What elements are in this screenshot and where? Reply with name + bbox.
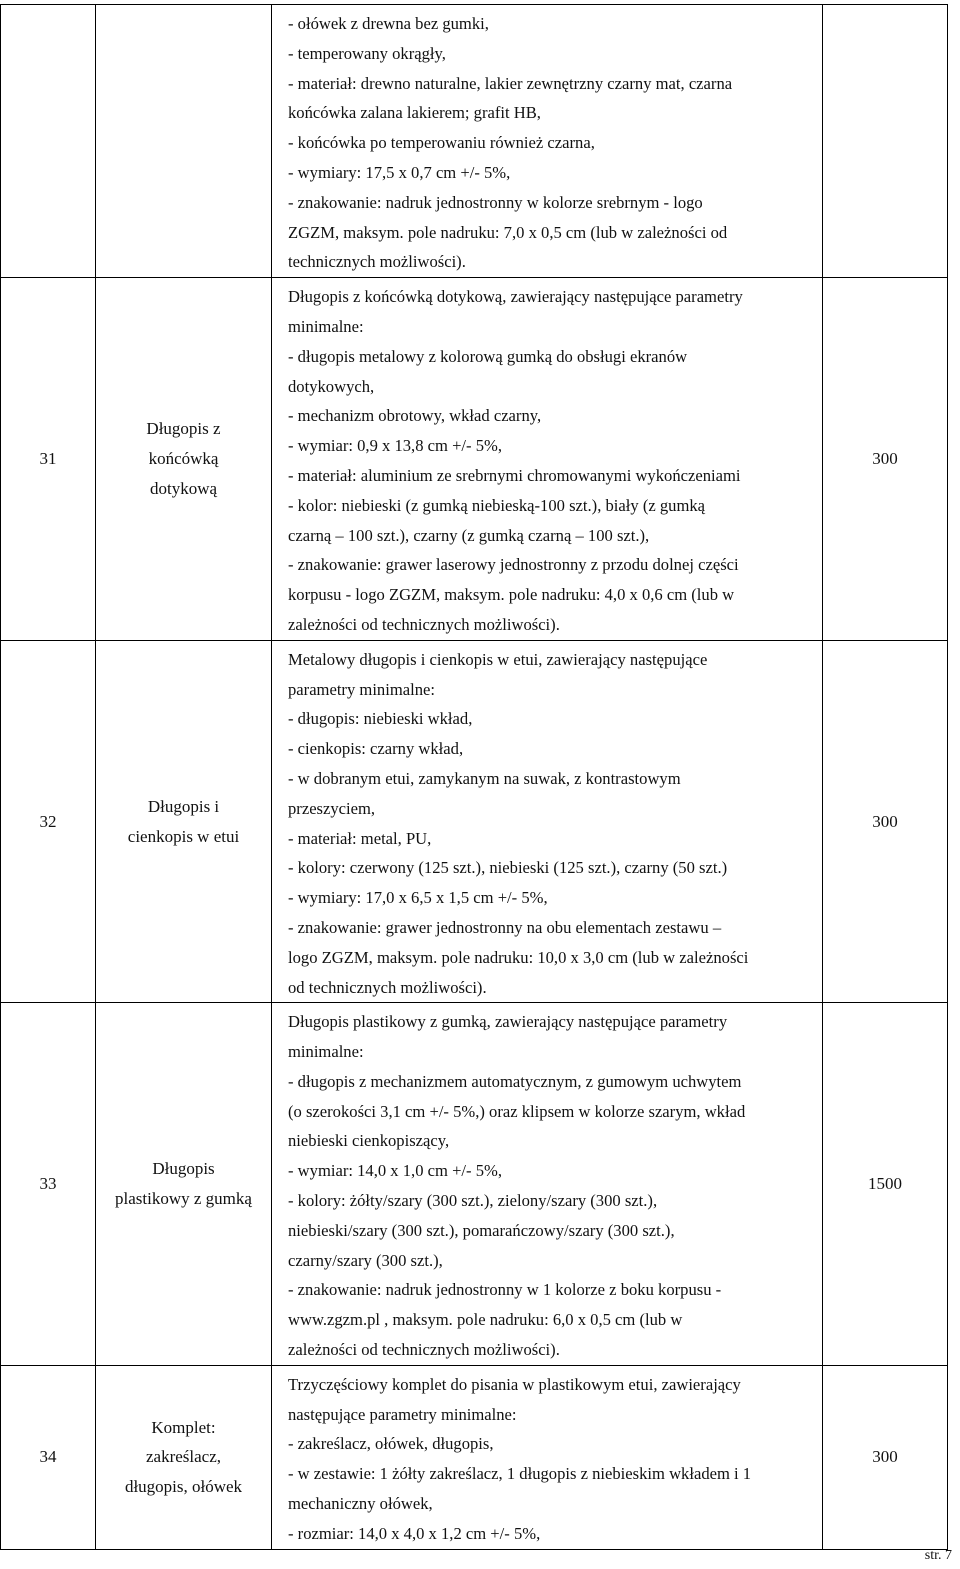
description-line: zależności od technicznych możliwości). — [288, 614, 560, 634]
item-name-line: cienkopis w etui — [127, 826, 240, 846]
item-number-cell — [1, 5, 96, 278]
quantity-cell: 300 — [823, 278, 948, 641]
description-line: - mechanizm obrotowy, wkład czarny, — [288, 406, 542, 426]
item-name-line: Długopis — [152, 1159, 215, 1179]
description-line: - długopis z mechanizmem automatycznym, z gumowym uchwytem — [288, 1071, 742, 1091]
description-line: technicznych możliwości). — [288, 252, 466, 272]
description-line: - wymiar: 0,9 x 13,8 cm +/- 5%, — [288, 436, 502, 456]
description-line: dotykowych, — [288, 376, 375, 396]
description-line: - w dobranym etui, zamykanym na suwak, z kontrastowym — [288, 768, 681, 788]
description-line: minimalne: — [288, 316, 364, 336]
description-line: Długopis plastikowy z gumką, zawierający następujące parametry — [288, 1012, 728, 1032]
description-line: - kolor: niebieski (z gumką niebieską-100 szt.), biały (z gumką — [288, 495, 706, 515]
description-line: od technicznych możliwości). — [288, 977, 487, 997]
description-line: Metalowy długopis i cienkopis w etui, zawierający następujące — [288, 649, 708, 669]
item-name-line: Długopis i — [147, 796, 220, 816]
description-line: zależności od technicznych możliwości). — [288, 1340, 560, 1360]
description-line: - materiał: metal, PU, — [288, 828, 432, 848]
item-name-line: dotykową — [149, 478, 218, 498]
item-name-line: Długopis z — [146, 419, 221, 439]
item-description-cell — [272, 1365, 823, 1549]
quantity-cell: 300 — [823, 1365, 948, 1549]
description-line: niebieski/szary (300 szt.), pomarańczowy/szary (300 szt.), — [288, 1220, 675, 1240]
description-line: - ołówek z drewna bez gumki, — [288, 14, 489, 33]
description-line: - wymiar: 14,0 x 1,0 cm +/- 5%, — [288, 1161, 502, 1181]
item-number-cell: 31 — [1, 278, 96, 641]
item-description — [272, 1003, 822, 1365]
item-description-cell — [272, 5, 823, 278]
page-number: str. 7 — [924, 1548, 952, 1563]
quantity-cell: 300 — [823, 640, 948, 1003]
item-description-cell — [272, 1003, 823, 1366]
item-name-cell — [96, 640, 272, 1003]
item-description-cell — [272, 640, 823, 1003]
quantity-cell — [823, 5, 948, 278]
specification-table-body — [1, 5, 948, 1550]
item-description — [272, 278, 822, 640]
item-name-cell — [96, 1365, 272, 1549]
description-line: www.zgzm.pl , maksym. pole nadruku: 6,0 x 0,5 cm (lub w — [288, 1310, 683, 1330]
description-line: czarny/szary (300 szt.), — [288, 1250, 443, 1270]
description-line: - znakowanie: nadruk jednostronny w kolorze srebrnym - logo — [288, 192, 703, 212]
quantity-cell: 1500 — [823, 1003, 948, 1366]
description-line: - zakreślacz, ołówek, długopis, — [288, 1434, 494, 1454]
item-description — [272, 641, 822, 1003]
description-line: niebieski cienkopiszący, — [288, 1131, 450, 1151]
table-row — [1, 1365, 948, 1549]
description-line: mechaniczny ołówek, — [288, 1494, 433, 1514]
description-line: - długopis metalowy z kolorową gumką do obsługi ekranów — [288, 346, 688, 366]
item-name-line: zakreślacz, — [145, 1447, 222, 1467]
table-row — [1, 278, 948, 641]
item-description — [272, 5, 822, 277]
table-row — [1, 1003, 948, 1366]
description-line: - kolory: żółty/szary (300 szt.), zielony/szary (300 szt.), — [288, 1191, 658, 1211]
item-name-cell — [96, 1003, 272, 1366]
description-line: końcówka zalana lakierem; grafit HB, — [288, 103, 541, 123]
description-line: - końcówka po temperowaniu również czarna, — [288, 133, 595, 153]
description-line: - długopis: niebieski wkład, — [288, 709, 473, 729]
description-line: - znakowanie: grawer laserowy jednostronny z przodu dolnej części — [288, 555, 739, 575]
description-line: - w zestawie: 1 żółty zakreślacz, 1 długopis z niebieskim wkładem i 1 — [288, 1464, 752, 1484]
description-line: przeszyciem, — [288, 798, 376, 818]
table-row — [1, 5, 948, 278]
item-description-cell — [272, 278, 823, 641]
description-line: - temperowany okrągły, — [288, 43, 446, 63]
description-line: - wymiary: 17,5 x 0,7 cm +/- 5%, — [288, 162, 511, 182]
description-line: - materiał: drewno naturalne, lakier zewnętrzny czarny mat, czarna — [288, 73, 733, 93]
item-name-line: długopis, ołówek — [124, 1477, 243, 1497]
item-description — [272, 1366, 822, 1549]
description-line: logo ZGZM, maksym. pole nadruku: 10,0 x 3,0 cm (lub w zależności — [288, 947, 749, 967]
description-line: Trzyczęściowy komplet do pisania w plastikowym etui, zawierający — [288, 1374, 741, 1394]
table-row — [1, 640, 948, 1003]
description-line: - znakowanie: nadruk jednostronny w 1 kolorze z boku korpusu - — [288, 1280, 722, 1300]
description-line: (o szerokości 3,1 cm +/- 5%,) oraz klipsem w kolorze szarym, wkład — [288, 1101, 746, 1121]
description-line: ZGZM, maksym. pole nadruku: 7,0 x 0,5 cm (lub w zależności od — [288, 222, 728, 242]
item-name-line: Komplet: — [151, 1417, 216, 1437]
item-number-cell: 33 — [1, 1003, 96, 1366]
item-name-line: plastikowy z gumką — [115, 1189, 252, 1209]
description-line: korpusu - logo ZGZM, maksym. pole nadruku: 4,0 x 0,6 cm (lub w — [288, 585, 735, 605]
description-line: - rozmiar: 14,0 x 4,0 x 1,2 cm +/- 5%, — [288, 1523, 541, 1543]
item-name-cell — [96, 5, 272, 278]
description-line: czarną – 100 szt.), czarny (z gumką czarną – 100 szt.), — [288, 525, 650, 545]
description-line: - materiał: aluminium ze srebrnymi chromowanymi wykończeniami — [288, 465, 741, 485]
item-name-line: końcówką — [148, 449, 219, 469]
description-line: Długopis z końcówką dotykową, zawierający następujące parametry — [288, 287, 743, 307]
description-line: następujące parametry minimalne: — [288, 1404, 517, 1424]
item-number-cell: 32 — [1, 640, 96, 1003]
description-line: - cienkopis: czarny wkład, — [288, 739, 464, 759]
description-line: parametry minimalne: — [288, 679, 435, 699]
item-number-cell: 34 — [1, 1365, 96, 1549]
description-line: minimalne: — [288, 1042, 364, 1062]
specification-table — [0, 4, 948, 1550]
description-line: - znakowanie: grawer jednostronny na obu elementach zestawu – — [288, 917, 722, 937]
description-line: - wymiary: 17,0 x 6,5 x 1,5 cm +/- 5%, — [288, 888, 548, 908]
item-name-cell — [96, 278, 272, 641]
description-line: - kolory: czerwony (125 szt.), niebieski (125 szt.), czarny (50 szt.) — [288, 858, 728, 878]
